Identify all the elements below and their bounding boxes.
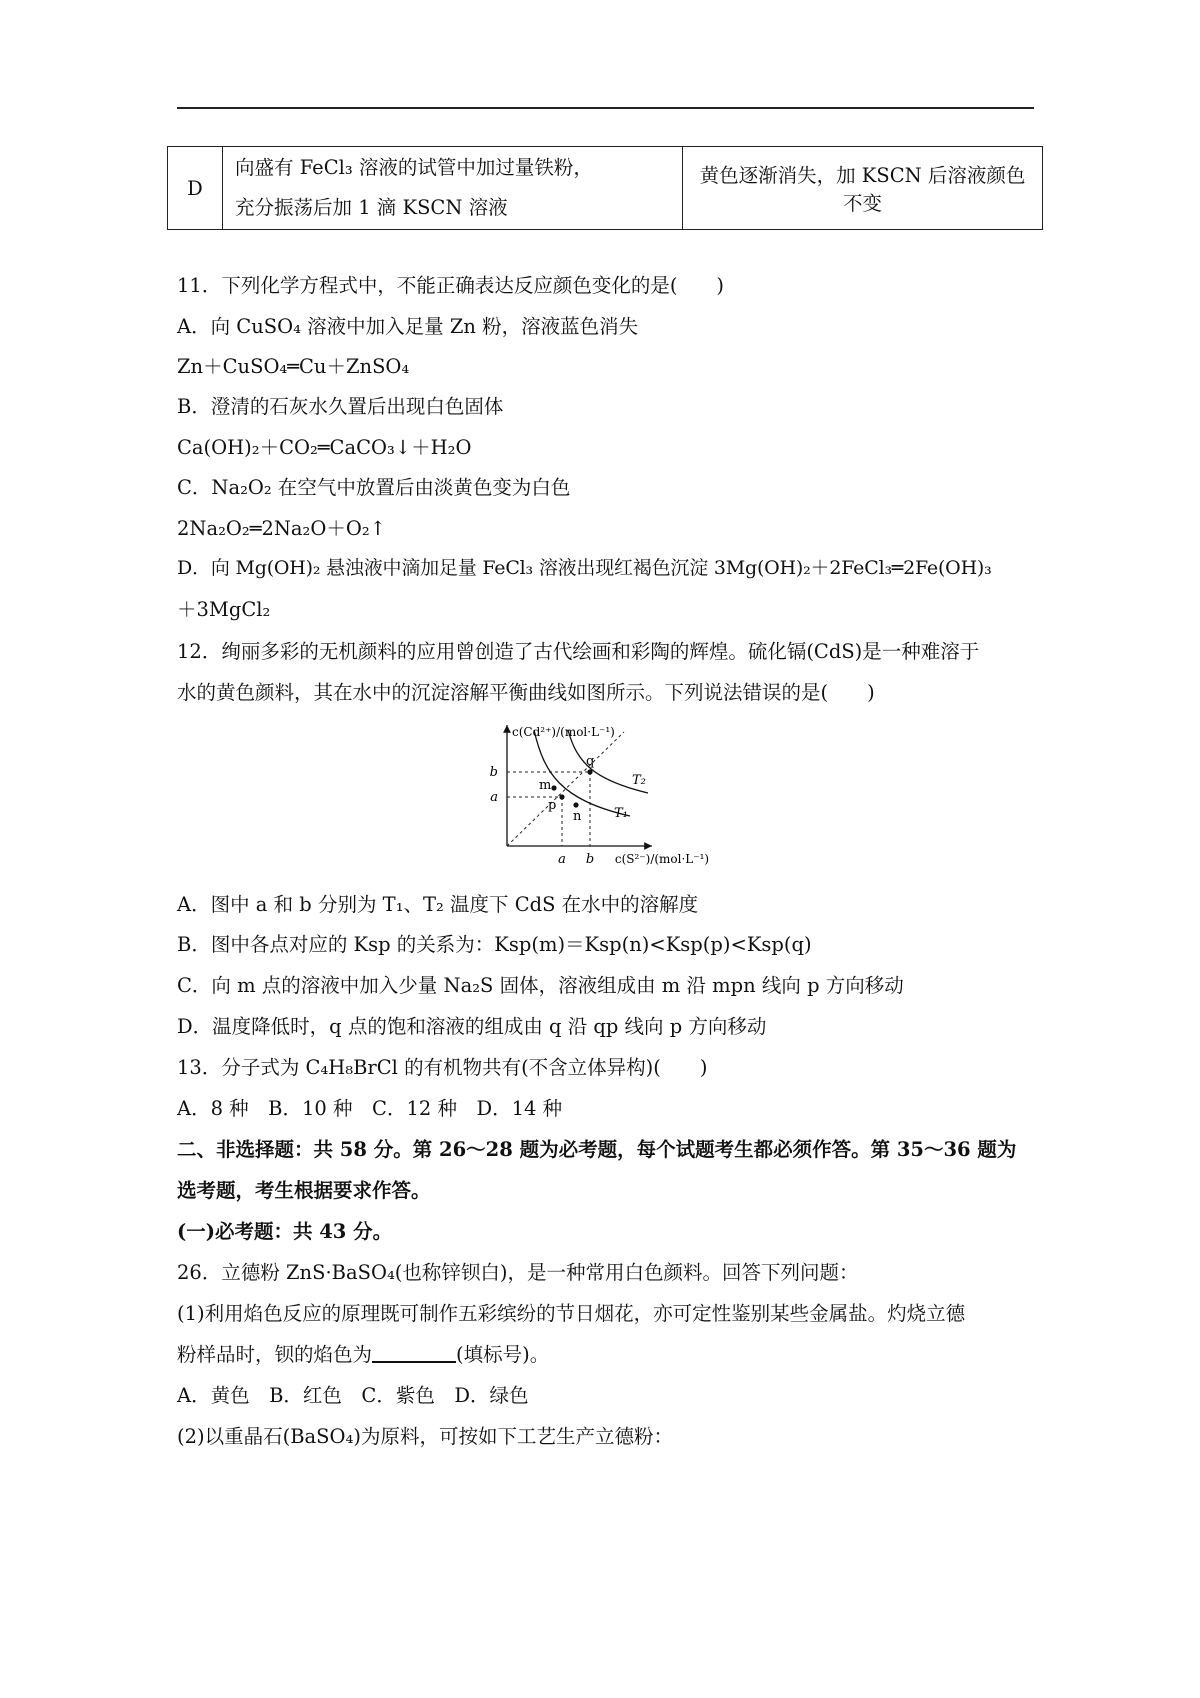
q12-option-c: C．向 m 点的溶液中加入少量 Na₂S 固体，溶液组成由 m 沿 mpn 线向 p 方向移动 (177, 974, 904, 997)
q26-part1-prefix: 粉样品时，钡的焰色为 (177, 1343, 373, 1366)
operation-line-1: 向盛有 FeCl₃ 溶液的试管中加过量铁粉， (235, 156, 593, 179)
q11-option-b: B．澄清的石灰水久置后出现白色固体 (177, 395, 504, 418)
point-p-dot (559, 794, 564, 799)
point-q-dot (587, 769, 592, 774)
q11-equation-a: Zn＋CuSO₄═Cu＋ZnSO₄ (177, 355, 410, 378)
section2-subheading: (一)必考题：共 43 分。 (177, 1220, 393, 1243)
solubility-equilibrium-graph (472, 718, 732, 878)
q11-stem: 11．下列化学方程式中，不能正确表达反应颜色变化的是( ) (177, 274, 725, 297)
row-label: D (168, 147, 223, 230)
curve-t1-label: T₁ (614, 806, 628, 821)
x-tick-b: b (585, 852, 595, 867)
q26-part1-line-1: (1)利用焰色反应的原理既可制作五彩缤纷的节日烟花，亦可定性鉴别某些金属盐。灼烧立德 (177, 1302, 966, 1325)
point-n-label: n (573, 809, 582, 824)
q11-option-c: C．Na₂O₂ 在空气中放置后由淡黄色变为白色 (177, 476, 571, 499)
point-q-label: q (586, 754, 595, 769)
answer-blank[interactable] (372, 1342, 456, 1364)
x-axis-label: c(S²⁻)/(mol·L⁻¹) (614, 852, 710, 866)
operation-line-2: 充分振荡后加 1 滴 KSCN 溶液 (235, 196, 508, 219)
q26-part1-line-2 (177, 1339, 549, 1367)
x-tick-a: a (558, 852, 566, 867)
y-tick-a: a (490, 790, 498, 805)
q12-stem-line-2: 水的黄色颜料，其在水中的沉淀溶解平衡曲线如图所示。下列说法错误的是( ) (177, 681, 875, 704)
curve-t2-label: T₂ (632, 773, 646, 788)
q26-part1-suffix: (填标号)。 (456, 1343, 550, 1366)
point-p-label: p (548, 798, 557, 813)
q13-stem: 13．分子式为 C₄H₈BrCl 的有机物共有(不含立体异构)( ) (177, 1056, 708, 1079)
q11-equation-c: 2Na₂O₂═2Na₂O＋O₂↑ (177, 517, 386, 540)
section2-line-1: 二、非选择题：共 58 分。第 26～28 题为必考题，每个试题考生都必须作答。第 35～36 题为 (177, 1138, 1017, 1161)
q12-option-a: A．图中 a 和 b 分别为 T₁、T₂ 温度下 CdS 在水中的溶解度 (177, 893, 699, 916)
phenomenon-cell: 黄色逐渐消失，加 KSCN 后溶液颜色不变 (683, 147, 1043, 230)
y-tick-b: b (489, 765, 498, 780)
q13-options: A．8 种 B．10 种 C．12 种 D．14 种 (177, 1097, 563, 1120)
section2-line-2: 选考题，考生根据要求作答。 (177, 1179, 431, 1202)
table-row (168, 147, 1043, 230)
q12-option-d: D．温度降低时，q 点的饱和溶液的组成由 q 沿 qp 线向 p 方向移动 (177, 1015, 767, 1038)
q26-part2: (2)以重晶石(BaSO₄)为原料，可按如下工艺生产立德粉： (177, 1425, 673, 1448)
q12-option-b: B．图中各点对应的 Ksp 的关系为：Ksp(m)＝Ksp(n)<Ksp(p)<Ksp(q) (177, 933, 812, 956)
q26-part1-options: A．黄色 B．红色 C．紫色 D．绿色 (177, 1384, 529, 1407)
q12-stem-line-1: 12．绚丽多彩的无机颜料的应用曾创造了古代绘画和彩陶的辉煌。硫化镉(CdS)是一种难溶于 (177, 640, 980, 663)
q11-equation-b: Ca(OH)₂＋CO₂═CaCO₃↓＋H₂O (177, 436, 472, 459)
q26-stem: 26．立德粉 ZnS·BaSO₄(也称锌钡白)，是一种常用白色颜料。回答下列问题： (177, 1261, 859, 1284)
point-m-dot (551, 785, 556, 790)
option-table (167, 146, 1043, 230)
q11-option-d-cont: ＋3MgCl₂ (177, 598, 271, 621)
q11-option-a: A．向 CuSO₄ 溶液中加入足量 Zn 粉，溶液蓝色消失 (177, 315, 639, 338)
y-axis-label: c(Cd²⁺)/(mol·L⁻¹) (512, 725, 615, 739)
point-n-dot (573, 802, 578, 807)
header-rule (177, 107, 1034, 109)
point-m-label: m (539, 778, 552, 793)
q11-option-d: D．向 Mg(OH)₂ 悬浊液中滴加足量 FeCl₃ 溶液出现红褐色沉淀 3Mg(OH)₂＋2FeCl₃═2Fe(OH)₃ (177, 557, 992, 579)
operation-cell (223, 147, 683, 230)
